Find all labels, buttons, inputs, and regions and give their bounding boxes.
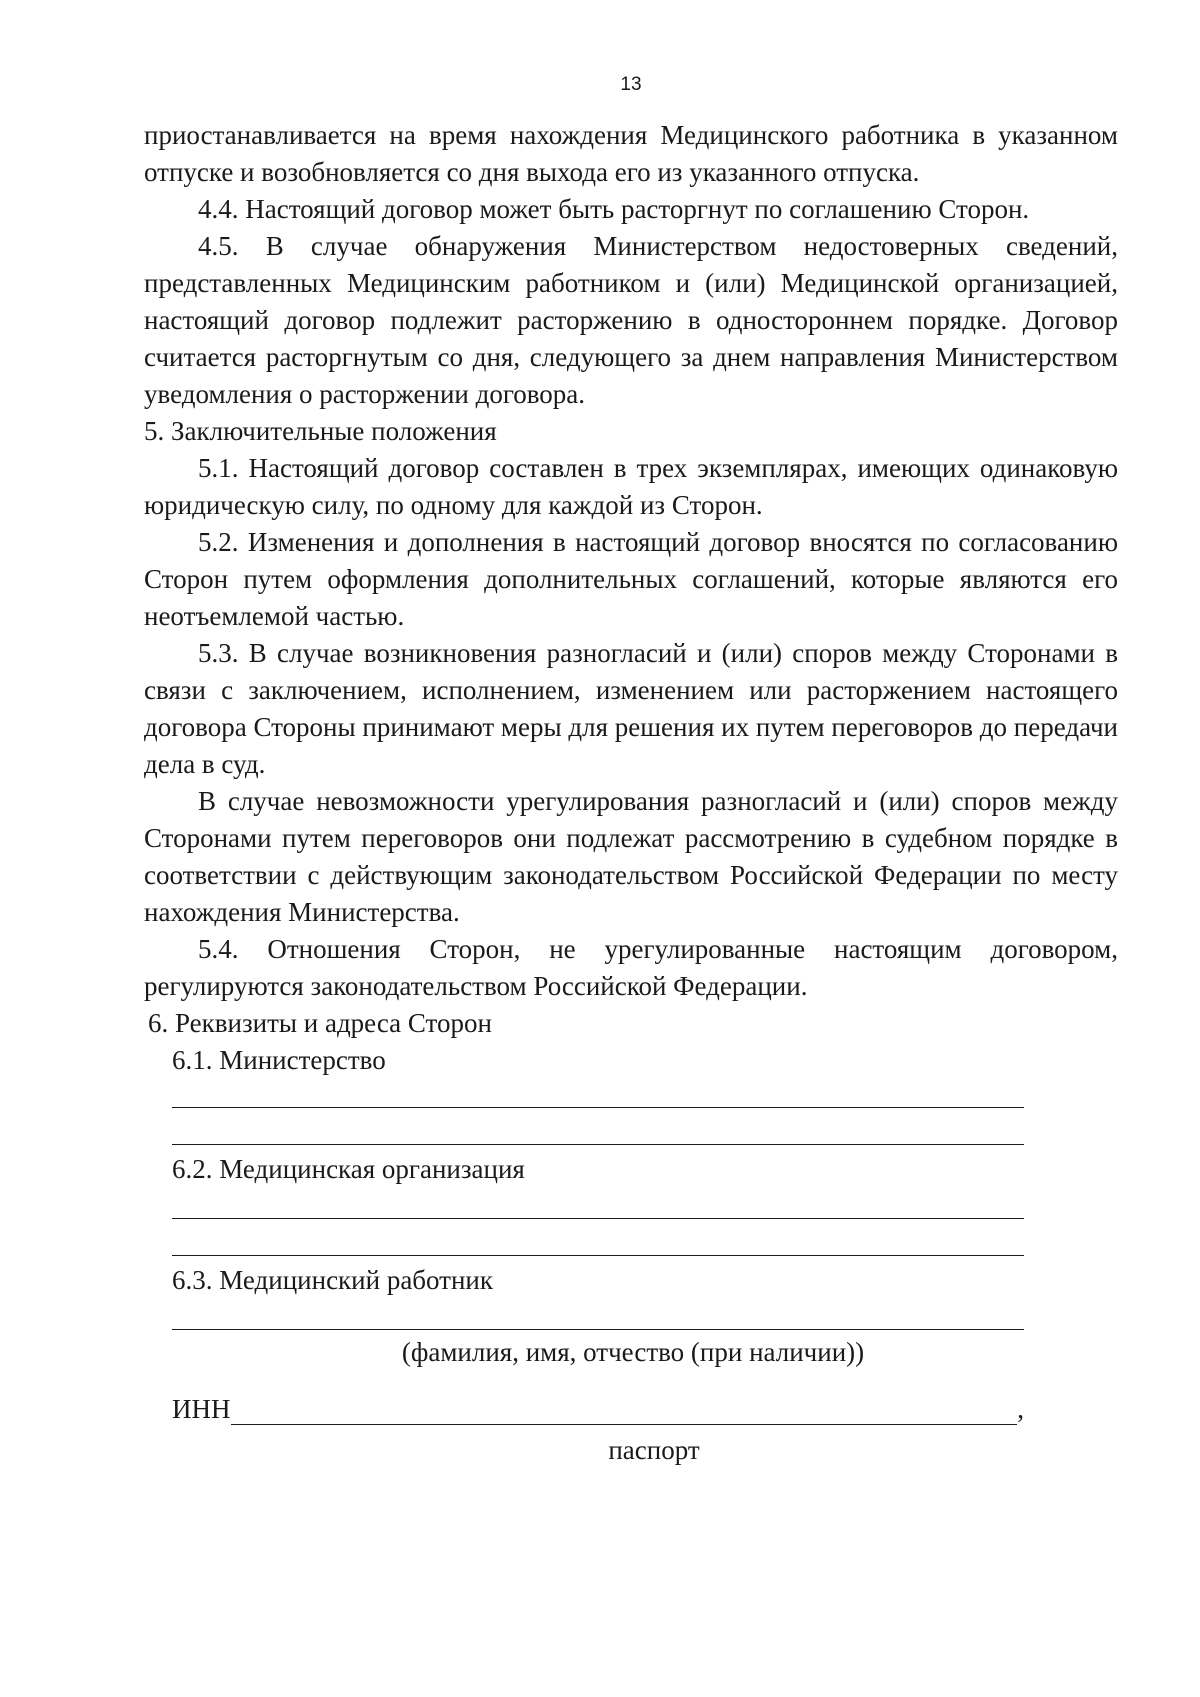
paragraph-4-4: 4.4. Настоящий договор может быть расторгнут по соглашению Сторон.	[198, 194, 1030, 224]
paragraph-continuation: приостанавливается на время нахождения Медицинского работника в указанном отпуске и возобновляется со дня выхода его из указанного отпуска.	[144, 120, 1118, 187]
paragraph-5-3: 5.3. В случае возникновения разногласий и (или) споров между Сторонами в связи с заключением, исполнением, изменением или расторжением настоящего договора Стороны принимают меры для решения их путем переговоров до передачи дела в суд.	[144, 638, 1118, 779]
paragraph-5-2: 5.2. Изменения и дополнения в настоящий договор вносятся по согласованию Сторон путем оформления дополнительных соглашений, которые являются его неотъемлемой частью.	[144, 527, 1118, 631]
organization-label: 6.2. Медицинская организация	[172, 1154, 525, 1184]
paragraph-4-5: 4.5. В случае обнаружения Министерством недостоверных сведений, представленных Медицинским работником и (или) Медицинской организацией, настоящий договор подлежит расторжению в одностороннем порядке. Договор считается расторгнутым со дня, следующего за днем направления Министерством уведомления о расторжении договора.	[144, 231, 1118, 409]
page-number: 13	[620, 74, 642, 95]
inn-row	[144, 1391, 1024, 1428]
fio-caption: (фамилия, имя, отчество (при наличии))	[401, 1337, 865, 1367]
paragraph-5-1: 5.1. Настоящий договор составлен в трех экземплярах, имеющих одинаковую юридическую силу, по одному для каждой из Сторон.	[144, 453, 1118, 520]
paragraph-5-4: 5.4. Отношения Сторон, не урегулированные настоящим договором, регулируются законодательством Российской Федерации.	[144, 934, 1118, 1001]
inn-label: ИНН	[172, 1394, 231, 1424]
worker-name-blank-line[interactable]	[172, 1299, 1024, 1330]
organization-blank-line-1[interactable]	[172, 1188, 1024, 1219]
ministry-blank-line-2[interactable]	[172, 1108, 1024, 1145]
section-5-heading: 5. Заключительные положения	[144, 416, 497, 446]
passport-label: паспорт	[608, 1435, 700, 1465]
section-6-heading: 6. Реквизиты и адреса Сторон	[148, 1008, 492, 1038]
ministry-blank-line-1[interactable]	[172, 1079, 1024, 1108]
worker-label: 6.3. Медицинский работник	[172, 1265, 493, 1295]
document-body	[144, 117, 1118, 1469]
ministry-label: 6.1. Министерство	[172, 1045, 386, 1075]
inn-blank-line[interactable]	[231, 1394, 1018, 1425]
paragraph-5-3-continued: В случае невозможности урегулирования разногласий и (или) споров между Сторонами путем переговоров они подлежат рассмотрению в судебном порядке в соответствии с действующим законодательством Российской Федерации по месту нахождения Министерства.	[144, 786, 1118, 927]
inn-trailing-comma: ,	[1017, 1394, 1024, 1424]
organization-blank-line-2[interactable]	[172, 1219, 1024, 1256]
